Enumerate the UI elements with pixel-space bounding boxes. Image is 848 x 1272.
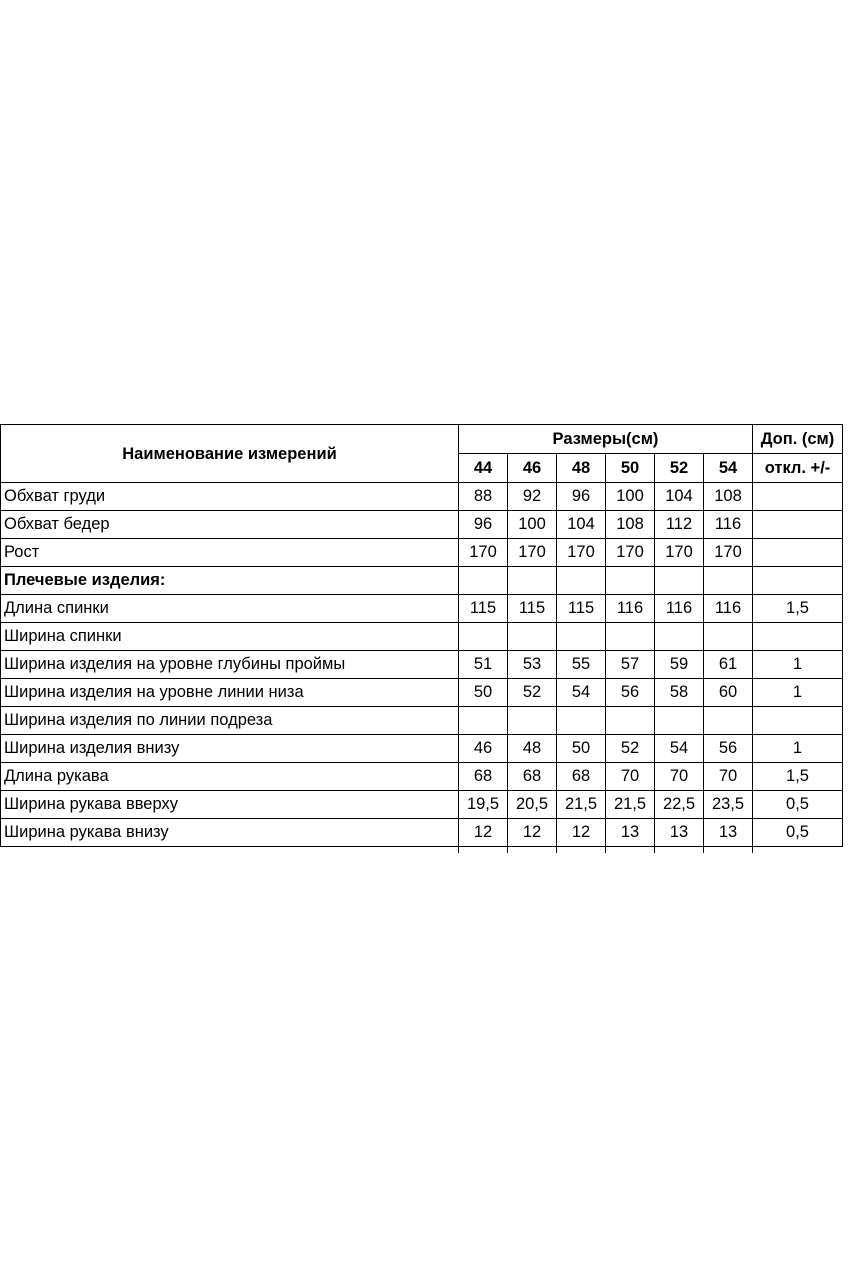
measurement-name: Ширина изделия по линии подреза: [1, 707, 459, 735]
size-value-cell: 115: [459, 595, 508, 623]
measurement-name: Ширина рукава вверху: [1, 791, 459, 819]
tolerance-value-cell: 0,5: [753, 819, 843, 847]
tolerance-value-cell: 0,5: [753, 791, 843, 819]
size-value-cell: 50: [459, 679, 508, 707]
tolerance-value-cell: [753, 539, 843, 567]
table-cutoff-stub: [1, 847, 843, 854]
size-header-cell: 48: [557, 454, 606, 483]
size-value-cell: 52: [606, 735, 655, 763]
size-value-cell: 112: [655, 511, 704, 539]
tolerance-value-cell: [753, 511, 843, 539]
measurement-name: Ширина изделия на уровне глубины проймы: [1, 651, 459, 679]
table-row: [1, 651, 843, 679]
stub-cell: [557, 847, 606, 854]
measurement-name: Обхват груди: [1, 483, 459, 511]
tolerance-value-cell: [753, 567, 843, 595]
size-value-cell: 68: [557, 763, 606, 791]
size-value-cell: 13: [704, 819, 753, 847]
size-value-cell: [704, 567, 753, 595]
size-value-cell: [606, 707, 655, 735]
size-value-cell: 51: [459, 651, 508, 679]
table-row: [1, 735, 843, 763]
size-value-cell: [655, 707, 704, 735]
stub-cell: [704, 847, 753, 854]
tolerance-value-cell: 1,5: [753, 763, 843, 791]
size-value-cell: 115: [508, 595, 557, 623]
size-value-cell: [655, 623, 704, 651]
tolerance-value-cell: 1,5: [753, 595, 843, 623]
size-value-cell: 170: [508, 539, 557, 567]
table-row: [1, 511, 843, 539]
size-value-cell: 170: [557, 539, 606, 567]
size-value-cell: 68: [459, 763, 508, 791]
size-value-cell: 88: [459, 483, 508, 511]
tolerance-value-cell: 1: [753, 651, 843, 679]
section-title: Плечевые изделия:: [1, 567, 459, 595]
size-value-cell: 108: [606, 511, 655, 539]
tolerance-header-line2: откл. +/-: [753, 454, 843, 483]
size-value-cell: 12: [459, 819, 508, 847]
size-value-cell: 59: [655, 651, 704, 679]
size-value-cell: 92: [508, 483, 557, 511]
size-value-cell: 23,5: [704, 791, 753, 819]
stub-cell: [508, 847, 557, 854]
size-header-cell: 50: [606, 454, 655, 483]
size-value-cell: 100: [508, 511, 557, 539]
size-header-cell: 46: [508, 454, 557, 483]
size-value-cell: 96: [459, 511, 508, 539]
size-value-cell: 54: [655, 735, 704, 763]
table-row: [1, 623, 843, 651]
size-value-cell: 68: [508, 763, 557, 791]
size-value-cell: 100: [606, 483, 655, 511]
size-value-cell: [508, 623, 557, 651]
measurement-name: Ширина изделия внизу: [1, 735, 459, 763]
size-value-cell: 55: [557, 651, 606, 679]
tolerance-value-cell: [753, 483, 843, 511]
tolerance-value-cell: 1: [753, 679, 843, 707]
size-value-cell: 52: [508, 679, 557, 707]
size-value-cell: 108: [704, 483, 753, 511]
size-value-cell: [704, 707, 753, 735]
size-value-cell: [606, 567, 655, 595]
size-value-cell: 70: [606, 763, 655, 791]
size-value-cell: 116: [655, 595, 704, 623]
size-value-cell: 96: [557, 483, 606, 511]
section-row: [1, 567, 843, 595]
tolerance-header-line1: Доп. (см): [753, 425, 843, 454]
size-value-cell: [704, 623, 753, 651]
size-value-cell: 22,5: [655, 791, 704, 819]
size-value-cell: 116: [704, 595, 753, 623]
size-value-cell: 13: [606, 819, 655, 847]
size-value-cell: 54: [557, 679, 606, 707]
size-value-cell: 12: [557, 819, 606, 847]
size-value-cell: 21,5: [557, 791, 606, 819]
size-value-cell: [606, 623, 655, 651]
size-header-cell: 54: [704, 454, 753, 483]
measurement-name: Обхват бедер: [1, 511, 459, 539]
size-value-cell: [508, 707, 557, 735]
size-header-cell: 52: [655, 454, 704, 483]
size-value-cell: [459, 707, 508, 735]
size-value-cell: [459, 567, 508, 595]
size-value-cell: [655, 567, 704, 595]
table-row: [1, 679, 843, 707]
size-value-cell: 70: [704, 763, 753, 791]
stub-cell: [655, 847, 704, 854]
measurement-name-header: Наименование измерений: [1, 425, 459, 483]
size-value-cell: 70: [655, 763, 704, 791]
stub-cell: [606, 847, 655, 854]
size-value-cell: 116: [606, 595, 655, 623]
table-row: [1, 707, 843, 735]
size-value-cell: 50: [557, 735, 606, 763]
size-value-cell: 170: [655, 539, 704, 567]
size-value-cell: 115: [557, 595, 606, 623]
size-value-cell: 170: [459, 539, 508, 567]
table-row: [1, 595, 843, 623]
measurement-name: Ширина рукава внизу: [1, 819, 459, 847]
size-value-cell: 13: [655, 819, 704, 847]
stub-cell: [459, 847, 508, 854]
measurement-name: Длина спинки: [1, 595, 459, 623]
size-value-cell: 104: [655, 483, 704, 511]
size-value-cell: 170: [606, 539, 655, 567]
table-row: [1, 763, 843, 791]
table-row: [1, 819, 843, 847]
size-value-cell: 61: [704, 651, 753, 679]
size-value-cell: 46: [459, 735, 508, 763]
size-value-cell: 116: [704, 511, 753, 539]
size-value-cell: [459, 623, 508, 651]
size-header-cell: 44: [459, 454, 508, 483]
size-chart-table: [0, 424, 843, 853]
size-value-cell: 53: [508, 651, 557, 679]
measurement-name: Длина рукава: [1, 763, 459, 791]
size-value-cell: 57: [606, 651, 655, 679]
size-value-cell: [557, 567, 606, 595]
size-value-cell: 58: [655, 679, 704, 707]
table-row: [1, 483, 843, 511]
measurement-name: Ширина спинки: [1, 623, 459, 651]
tolerance-value-cell: [753, 707, 843, 735]
sizes-group-header: Размеры(см): [459, 425, 753, 454]
measurement-name: Рост: [1, 539, 459, 567]
table-row: [1, 791, 843, 819]
tolerance-value-cell: [753, 623, 843, 651]
size-value-cell: 19,5: [459, 791, 508, 819]
size-value-cell: 60: [704, 679, 753, 707]
size-value-cell: 48: [508, 735, 557, 763]
size-value-cell: 104: [557, 511, 606, 539]
size-value-cell: 56: [704, 735, 753, 763]
table-header-row: [1, 425, 843, 454]
size-value-cell: 21,5: [606, 791, 655, 819]
table-row: [1, 539, 843, 567]
size-value-cell: [557, 707, 606, 735]
size-value-cell: 20,5: [508, 791, 557, 819]
size-value-cell: 12: [508, 819, 557, 847]
stub-cell: [753, 847, 843, 854]
size-value-cell: [557, 623, 606, 651]
stub-cell: [1, 847, 459, 854]
size-value-cell: 56: [606, 679, 655, 707]
measurement-name: Ширина изделия на уровне линии низа: [1, 679, 459, 707]
tolerance-value-cell: 1: [753, 735, 843, 763]
size-value-cell: [508, 567, 557, 595]
size-value-cell: 170: [704, 539, 753, 567]
